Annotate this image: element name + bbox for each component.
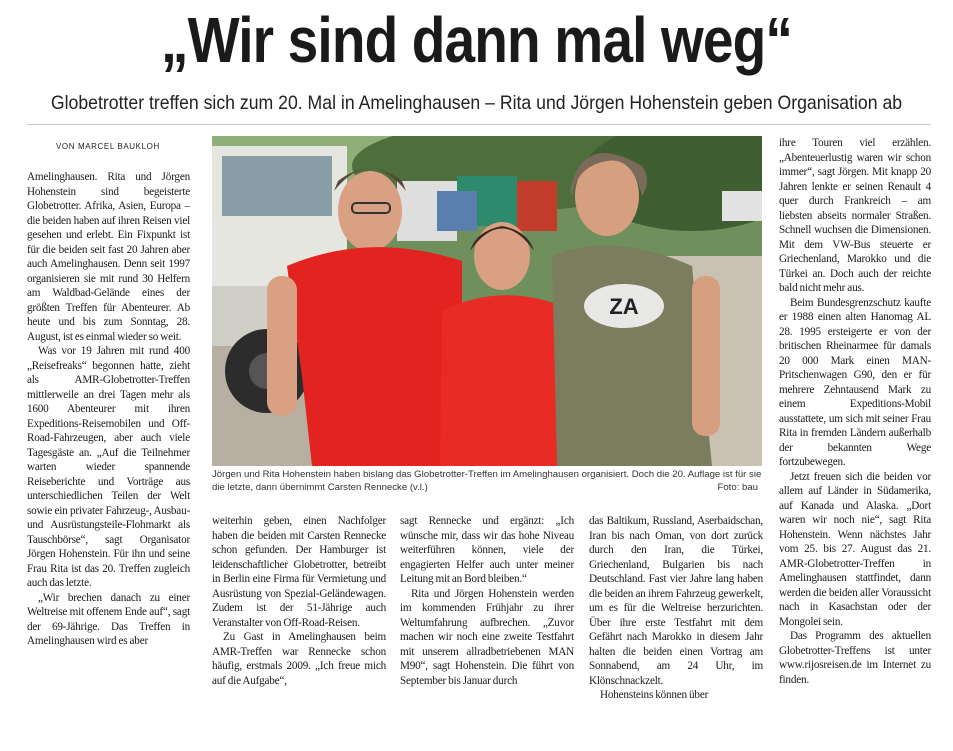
paragraph: weiterhin geben, einen Nachfolger haben die beiden mit Carsten Rennecke schon gefunden. Der Hamburger ist leidenschaftlicher Globetrotter, betreibt in Berlin eine Firma für Vermietung und Ausrüstung von Spezial-Geländewagen. Zudem ist der 51-Jährige auch Veranstalter von Off-Road-Reisen. bbox=[212, 515, 386, 629]
subheadline: Globetrotter treffen sich zum 20. Mal in Amelinghausen – Rita und Jörgen Hohenstein geben Organisation ab bbox=[50, 92, 903, 114]
paragraph: Hohensteins können über bbox=[600, 689, 709, 701]
paragraph: Jetzt freuen sich die beiden vor allem auf Länder in Südamerika, auf Kanada und Alaska. „Dort waren wir noch nie“, sagt Rita Hohenstein. Wenn nächstes Jahr vom 25. bis 27. August das 21. AMR-Globetrotter-Treffen in Amelinghausen stattfindet, dann werden die beiden aller Voraussicht nach in Kasachstan oder der Mongolei sein. bbox=[779, 470, 931, 628]
bumper-sticker-logo: ZA bbox=[609, 294, 639, 319]
article-photo bbox=[212, 136, 762, 466]
article-column-5 bbox=[779, 136, 931, 687]
headline: „Wir sind dann mal weg“ bbox=[160, 4, 793, 76]
article-column-3 bbox=[400, 514, 574, 688]
article-column-4 bbox=[589, 514, 763, 703]
article-column-1 bbox=[27, 170, 190, 649]
paragraph: das Baltikum, Russland, Aserbaidschan, Iran bis nach Oman, von dort zurück durch den Iran, die Türkei, Griechenland, Bulgarien bis nach Deutschland. Fast vier Jahre lang haben die beiden an ihrem Fahrzeug gewerkelt, um es für die Weltreise herzurichten. Über ihre erste Testfahrt mit dem Gefährt nach Marokko in diesem Jahr halten die beiden einen Vortrag am Sonnabend, am 24 Uhr, im Klönschnackzelt. bbox=[589, 515, 763, 687]
paragraph: ihre Touren viel erzählen. „Abenteuerlustig waren wir schon immer“, sagt Jörgen. Mit knapp 20 Jahren lenkte er seinen Renault 4 quer durch Frankreich – am liebsten abseits normaler Straßen. Schnell wuchsen die Dimensionen. Mit dem VW-Bus steuerte er Griechenland, Marokko und die Türkei an. Doch auch der reichte bald nicht mehr aus. bbox=[779, 137, 931, 294]
byline: VON MARCEL BAUKLOH bbox=[56, 142, 160, 151]
paragraph: Das Programm des aktuellen Globetrotter-Treffens ist unter www.rijosreisen.de im Internet zu finden. bbox=[779, 630, 931, 686]
paragraph: Zu Gast in Amelinghausen beim AMR-Treffen war Rennecke schon häufig, erstmals 2009. „Ich freue mich auf die Aufgabe“, bbox=[212, 631, 386, 687]
paragraph: „Wir brechen danach zu einer Weltreise mit offenem Ende auf“, sagt der 69-Jährige. Das Treffen in Amelinghausen wird es aber bbox=[27, 591, 190, 647]
paragraph: Rita und Jörgen Hohenstein werden im kommenden Frühjahr zu ihrer Weltumfahrung aufbrechen. „Zuvor machen wir noch eine zweite Testfahrt mit unserem allradbetriebenen MAN M90“, sagt Hohenstein. Die führt von September bis Januar durch bbox=[400, 587, 574, 687]
photo-credit: Foto: bau bbox=[717, 481, 758, 493]
divider bbox=[27, 124, 931, 125]
photo-caption bbox=[212, 469, 762, 494]
paragraph: Was vor 19 Jahren mit rund 400 „Reisefreaks“ begonnen hatte, zieht als AMR-Globetrotter-Treffen mittlerweile an drei Tagen mehr als 1600 Abenteurer mit ihren Expeditions-Reisemobilen und Off-Road-Fahrzeugen, aber auch viele Tagesgäste an. „Auf die Teilnehmer warten wieder spannende Reiseberichte und Vorträge aus unterschiedlichen Teilen der Welt sowie ein privater Fahrzeug-, Ausbau- und Ausrüstungsteile-Flohmarkt als Tauschbörse“, sagt Organisator Jörgen Hohenstein. Für ihn und seine Frau Rita ist das 20. Treffen zugleich auch das letzte. bbox=[27, 345, 190, 589]
paragraph: Amelinghausen. Rita und Jörgen Hohenstein sind begeisterte Globetrotter. Afrika, Asien, Europa – die beiden haben auf ihren Reisen viel gesehen und erlebt. Ein Fixpunkt ist für die beiden seit fast 20 Jahren aber auch Amelinghausen. Denn seit 1997 organisieren sie mit rund 30 Helfern am Waldbad-Gelände eines der größten Treffen für Abenteurer. Ab heute und bis zum Sonntag, 28. August, ist es einmal wieder so weit. bbox=[27, 171, 190, 343]
caption-text: Jörgen und Rita Hohenstein haben bislang das Globetrotter-Treffen im Amelinghausen organisiert. Doch die 20. Auflage ist für sie die letzte, dann übernimmt Carsten Rennecke (v.l.) bbox=[212, 469, 762, 493]
paragraph: sagt Rennecke und ergänzt: „Ich wünsche mir, dass wir das hohe Niveau weiterführen können, viele der engagierten Helfer auch unter meiner Leitung mit an Bord bleiben.“ bbox=[400, 515, 574, 585]
article-column-2 bbox=[212, 514, 386, 688]
paragraph: Beim Bundesgrenzschutz kaufte er 1988 einen alten Hanomag AL 28. 1995 ersteigerte er von der britischen Rheinarmee für damals 20 000 Mark einen MAN-Pritschenwagen G90, den er für mehrere Zehntausend Mark zu einem Expeditions-Mobil ausstattete, um sich mit seiner Frau Rita in fremden Ländern außerhalb der bekannten Wege fortzubewegen. bbox=[779, 296, 931, 468]
